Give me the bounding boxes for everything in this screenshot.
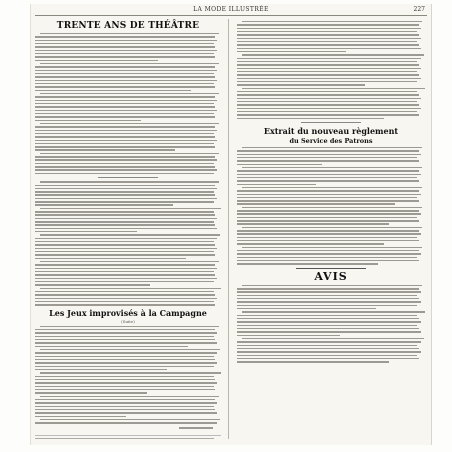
- text-line: [35, 185, 215, 186]
- text-line: [35, 304, 215, 305]
- article-body-jeux: [35, 326, 221, 424]
- article-title-trente-ans: TRENTE ANS DE THÉÂTRE: [56, 21, 200, 31]
- text-line: [242, 167, 422, 168]
- text-line: [237, 358, 419, 359]
- text-line: [35, 90, 191, 91]
- text-line: [35, 244, 215, 245]
- text-line: [237, 150, 419, 151]
- text-line: [35, 284, 150, 285]
- text-line: [35, 248, 217, 249]
- text-line: [237, 257, 417, 258]
- text-line: [237, 64, 419, 65]
- text-line: [35, 409, 215, 410]
- text-line: [237, 34, 419, 35]
- text-line: [35, 264, 215, 265]
- text-line: [237, 305, 417, 306]
- text-line: [35, 173, 214, 174]
- text-line: [35, 382, 217, 383]
- text-line: [35, 113, 214, 114]
- text-line: [35, 130, 217, 131]
- right-column: [237, 19, 425, 439]
- text-line: [242, 147, 422, 148]
- text-line: [237, 108, 421, 109]
- text-line: [35, 339, 215, 340]
- text-line: [237, 351, 421, 352]
- text-line: [35, 66, 215, 67]
- text-line: [237, 78, 421, 79]
- text-line: [35, 116, 215, 117]
- article-body-continued: [35, 181, 221, 306]
- text-line: [35, 198, 217, 199]
- avis-rule-wrap: [237, 268, 425, 269]
- text-line: [35, 356, 214, 357]
- text-line: [237, 68, 421, 69]
- text-line: [35, 169, 217, 170]
- text-line: [35, 53, 214, 54]
- text-line: [35, 359, 215, 360]
- text-line: [35, 73, 214, 74]
- text-line: [40, 261, 219, 262]
- text-line: [237, 217, 417, 218]
- text-line: [237, 98, 421, 99]
- text-line: [35, 258, 186, 259]
- text-line: [237, 301, 421, 302]
- text-line: [40, 181, 219, 182]
- text-line: [237, 177, 417, 178]
- text-line: [35, 416, 126, 417]
- column-divider: [228, 19, 229, 439]
- text-line: [237, 81, 417, 82]
- text-line: [40, 123, 219, 124]
- text-line: [237, 291, 421, 292]
- header-rule: [35, 15, 427, 16]
- text-line: [35, 386, 214, 387]
- text-line: [35, 194, 215, 195]
- text-line: [35, 83, 214, 84]
- text-line: [237, 331, 421, 332]
- text-line: [237, 345, 417, 346]
- text-line: [40, 288, 221, 289]
- text-line: [237, 348, 419, 349]
- text-line: [35, 376, 214, 377]
- text-line: [237, 361, 389, 362]
- text-line: [35, 238, 217, 239]
- text-line: [40, 234, 220, 235]
- text-line: [35, 281, 214, 282]
- text-line: [237, 194, 421, 195]
- text-line: [35, 103, 214, 104]
- text-line: [242, 21, 422, 22]
- text-line: [237, 38, 421, 39]
- text-line: [35, 389, 215, 390]
- text-line: [237, 154, 421, 155]
- text-line: [237, 160, 419, 161]
- section-rule: [98, 177, 158, 178]
- article-subtitle-patrons: du Service des Patrons: [289, 136, 373, 145]
- text-line: [237, 328, 419, 329]
- text-line: [35, 251, 214, 252]
- text-line: [237, 74, 419, 75]
- text-line: [237, 184, 316, 185]
- text-line: [237, 84, 365, 85]
- text-line: [35, 40, 217, 41]
- text-line: [237, 253, 421, 254]
- text-line: [35, 329, 215, 330]
- text-line: [237, 118, 384, 119]
- text-line: [35, 278, 217, 279]
- text-line: [242, 207, 422, 208]
- text-line: [35, 346, 188, 347]
- text-line: [35, 228, 217, 229]
- text-line: [35, 362, 217, 363]
- text-line: [35, 218, 217, 219]
- text-line: [35, 201, 214, 202]
- section-rule: [301, 122, 361, 123]
- reglement-body: [237, 147, 425, 265]
- text-line: [35, 136, 215, 137]
- article-body: [35, 33, 221, 174]
- text-line: [237, 295, 417, 296]
- text-line: [237, 58, 421, 59]
- text-line: [35, 211, 214, 212]
- text-line: [35, 224, 215, 225]
- text-line: [237, 164, 322, 165]
- text-line: [242, 227, 422, 228]
- text-line: [237, 263, 378, 264]
- text-line: [237, 203, 395, 204]
- text-line: [35, 188, 217, 189]
- text-line: [242, 338, 424, 339]
- text-line: [35, 146, 215, 147]
- text-line: [35, 70, 217, 71]
- text-line: [237, 223, 389, 224]
- text-line: [35, 80, 217, 81]
- avis-title: AVIS: [314, 269, 348, 283]
- text-line: [237, 220, 419, 221]
- text-line: [237, 233, 421, 234]
- text-line: [35, 271, 214, 272]
- text-line: [35, 36, 215, 37]
- text-line: [40, 349, 220, 350]
- text-line: [35, 231, 137, 232]
- text-line: [35, 56, 215, 57]
- text-line: [35, 159, 217, 160]
- text-line: [237, 91, 417, 92]
- text-line: [35, 274, 215, 275]
- text-line: [237, 335, 340, 336]
- text-line: [237, 210, 419, 211]
- text-line: [242, 187, 422, 188]
- newspaper-page: [30, 4, 432, 445]
- text-line: [35, 60, 158, 61]
- text-line: [237, 170, 419, 171]
- text-line: [237, 197, 417, 198]
- text-line: [40, 63, 219, 64]
- article-title-reglement: Extrait du nouveau règlement: [263, 125, 399, 136]
- text-line: [40, 153, 219, 154]
- text-line: [237, 230, 419, 231]
- text-line: [35, 110, 217, 111]
- text-line: [35, 402, 217, 403]
- text-line: [35, 106, 215, 107]
- text-line: [237, 200, 419, 201]
- text-line: [237, 355, 417, 356]
- text-line: [237, 318, 419, 319]
- text-line: [237, 250, 419, 251]
- text-line: [237, 174, 421, 175]
- text-line: [35, 46, 215, 47]
- text-line: [237, 260, 419, 261]
- text-line: [237, 341, 421, 342]
- text-line: [35, 342, 217, 343]
- text-line: [237, 308, 376, 309]
- text-line: [35, 412, 217, 413]
- text-line: [237, 48, 421, 49]
- text-line: [237, 44, 419, 45]
- text-line: [35, 438, 214, 439]
- text-line: [35, 43, 214, 44]
- avis-body: [237, 285, 425, 363]
- text-line: [237, 157, 417, 158]
- text-line: [242, 311, 425, 312]
- text-line: [237, 71, 417, 72]
- text-line: [35, 291, 214, 292]
- text-line: [40, 93, 219, 94]
- text-line: [237, 111, 417, 112]
- text-line: [35, 406, 214, 407]
- article-signature: [35, 426, 213, 432]
- text-line: [35, 133, 214, 134]
- text-line: [40, 33, 219, 34]
- footnotes: [35, 435, 221, 439]
- text-line: [237, 41, 417, 42]
- text-line: [40, 208, 221, 209]
- text-line: [237, 298, 419, 299]
- text-line: [40, 372, 221, 373]
- text-line: [237, 101, 417, 102]
- text-line: [242, 285, 422, 286]
- text-line: [237, 94, 419, 95]
- text-line: [237, 315, 417, 316]
- text-line: [35, 96, 215, 97]
- text-line: [237, 104, 419, 105]
- suite-label: (Suite): [121, 318, 135, 324]
- text-line: [237, 321, 421, 322]
- text-line: [35, 126, 215, 127]
- text-line: [35, 254, 215, 255]
- text-line: [35, 379, 215, 380]
- text-line: [35, 332, 217, 333]
- text-line: [35, 352, 217, 353]
- text-line: [35, 191, 214, 192]
- text-line: [242, 247, 422, 248]
- text-line: [35, 294, 215, 295]
- text-line: [35, 366, 214, 367]
- text-line: [237, 288, 419, 289]
- text-line: [35, 100, 217, 101]
- text-line: [237, 31, 417, 32]
- text-line: [237, 243, 384, 244]
- page-number: 227: [413, 6, 425, 13]
- text-line: [40, 396, 219, 397]
- text-line: [35, 166, 215, 167]
- text-line: [35, 392, 147, 393]
- text-line: [237, 114, 419, 115]
- left-column: [35, 19, 221, 439]
- text-line: [35, 369, 167, 370]
- text-line: [35, 149, 175, 150]
- article-title-jeux: Les Jeux improvisés à la Campagne: [49, 307, 207, 318]
- text-line: [35, 163, 214, 164]
- text-line: [35, 301, 214, 302]
- text-line: [35, 336, 214, 337]
- text-line: [35, 268, 217, 269]
- text-line: [35, 140, 217, 141]
- text-line: [40, 419, 220, 420]
- text-line: [35, 298, 217, 299]
- text-line: [237, 24, 419, 25]
- text-line: [237, 240, 419, 241]
- text-line: [237, 180, 419, 181]
- text-line: [35, 143, 214, 144]
- text-line: [35, 204, 173, 205]
- text-line: [237, 237, 417, 238]
- text-line: [35, 221, 214, 222]
- text-line: [35, 214, 215, 215]
- text-line: [242, 88, 425, 89]
- text-line: [237, 61, 417, 62]
- text-line: [35, 86, 215, 87]
- text-line: [237, 28, 421, 29]
- article-body-jeux-continued: [237, 21, 425, 119]
- text-line: [35, 120, 141, 121]
- text-line: [35, 399, 215, 400]
- publication-title: LA MODE ILLUSTRÉE: [193, 6, 269, 13]
- text-line: [237, 51, 346, 52]
- text-line: [237, 190, 419, 191]
- text-line: [35, 422, 217, 423]
- text-line: [35, 76, 215, 77]
- text-line: [237, 213, 421, 214]
- text-line: [237, 325, 417, 326]
- text-line: [242, 54, 424, 55]
- text-line: [40, 326, 219, 327]
- text-line: [35, 241, 214, 242]
- text-line: [35, 50, 217, 51]
- text-line: [35, 156, 215, 157]
